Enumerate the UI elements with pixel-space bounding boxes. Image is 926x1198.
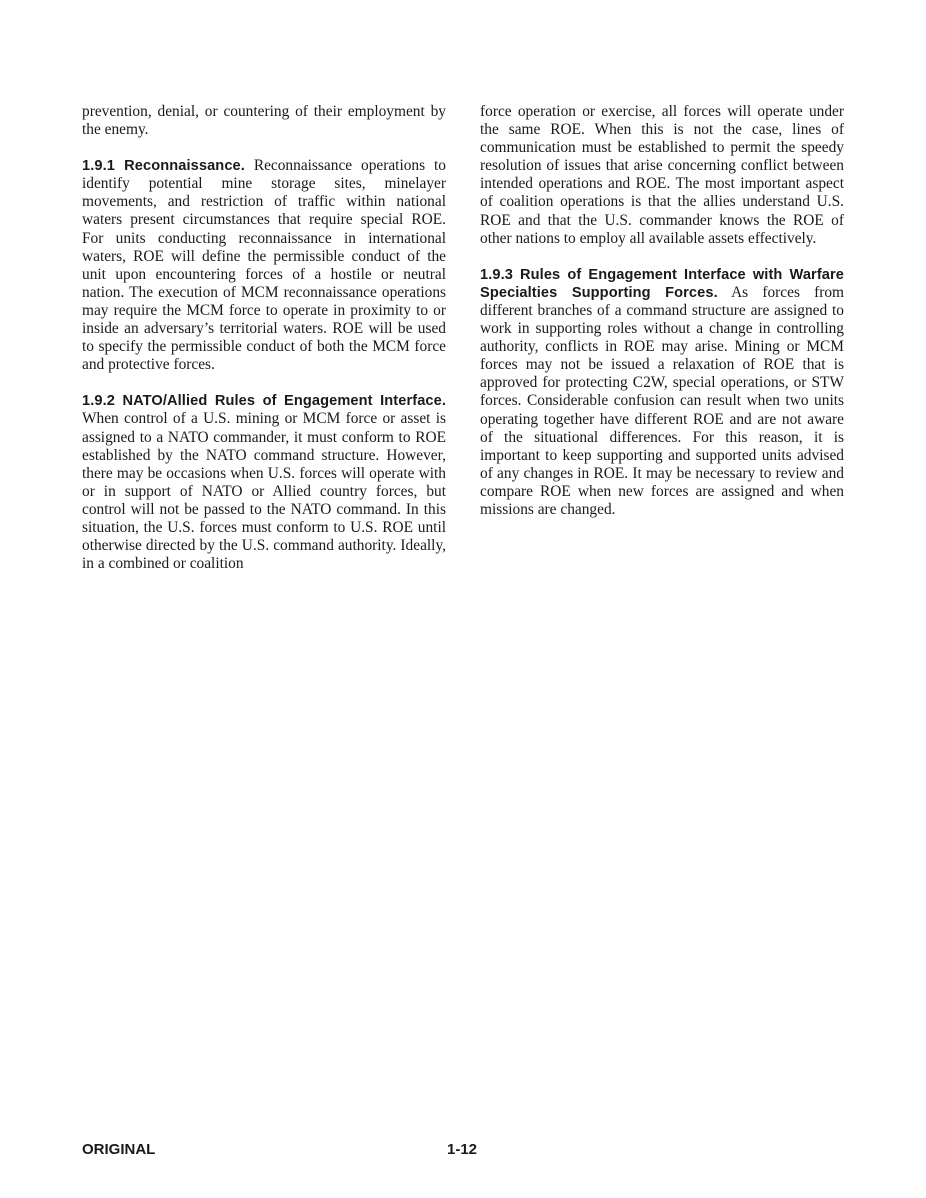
paragraph-text: force operation or exercise, all forces will operate under the same ROE. When this is not the case, lines of communication must be established to permit the speedy resolution of issues that arise concerning conflict between intended operations and ROE. The most important aspect of coalition operations is that the allies understand U.S. ROE and that the U.S. commander knows the ROE of other nations to employ all available assets effectively. [480, 103, 844, 247]
page-number: 1-12 [447, 1141, 478, 1158]
section-1-9-2 [82, 392, 446, 573]
footer-status: ORIGINAL [82, 1141, 156, 1158]
section-heading: 1.9.2 NATO/Allied Rules of Engagement Interface. [82, 393, 446, 410]
section-heading: 1.9.3 Rules of Engagement Interface with Warfare Specialties Supporting Forces. [480, 266, 844, 301]
section-1-9-3 [480, 266, 844, 519]
paragraph-text: prevention, denial, or countering of their employment by the enemy. [82, 103, 446, 139]
section-body: Reconnaissance operations to identify potential mine storage sites, minelayer movements, and restriction of traffic within national waters present circumstances that require special ROE. For units conducting reconnaissance in international waters, ROE will define the permissible conduct of the unit upon encountering forces of a hostile or neutral nation. The execution of MCM reconnaissance operations may require the MCM force to operate in proximity to or inside an adversary’s territorial waters. ROE will be used to specify the permissible conduct of both the MCM force and protective forces. [82, 157, 446, 374]
paragraph-continuation [480, 103, 844, 248]
section-body: When control of a U.S. mining or MCM force or asset is assigned to a NATO commander, it must conform to ROE established by the NATO command structure. However, there may be occasions when U.S. forces will operate with or in support of NATO or Allied country forces, but control will not be passed to the NATO command. In this situation, the U.S. forces must conform to U.S. ROE until otherwise directed by the U.S. command authority. Ideally, in a combined or coalition [82, 410, 446, 573]
section-heading: 1.9.1 Reconnaissance. [82, 158, 245, 175]
left-column [82, 103, 446, 591]
section-1-9-1 [82, 157, 446, 374]
paragraph-continuation [82, 103, 446, 139]
right-column [480, 103, 844, 537]
section-body: As forces from different branches of a command structure are assigned to work in supporting roles without a change in controlling authority, conflicts in ROE may arise. Mining or MCM forces may not be issued a relaxation of ROE that is approved for protecting C2W, special operations, or STW forces. Considerable confusion can result when two units operating together have different ROE and are not aware of the situational differences. For this reason, it is important to keep supporting and supported units advised of any changes in ROE. It may be necessary to review and compare ROE when new forces are assigned and when missions are changed. [480, 283, 845, 518]
